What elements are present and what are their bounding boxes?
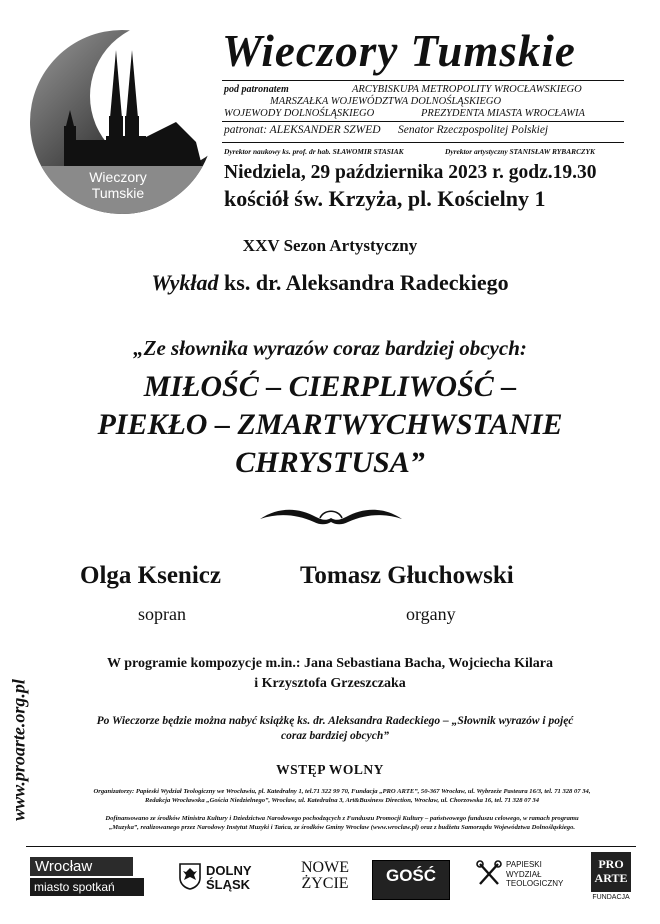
divider	[222, 80, 624, 81]
programme-info	[0, 654, 660, 694]
book-line: Po Wieczorze będzie można nabyć książkę ks. dr. Aleksandra Radeckiego – „Słownik wyrazów i pojęć	[96, 715, 574, 727]
artistic-director: Dyrektor artystyczny STANISŁAW RYBARCZYK	[445, 147, 595, 156]
lecture-lecturer: ks. dr. Aleksandra Radeckiego	[218, 270, 509, 295]
patron-marshal: MARSZAŁKA WOJEWÓDZTWA DOLNOŚLĄSKIEGO	[270, 96, 502, 107]
nz-line: ŻYCIE	[301, 875, 349, 892]
programme-line: W programie kompozycje m.in.: Jana Sebastiana Bacha, Wojciecha Kilara	[106, 656, 554, 671]
flourish-divider-icon	[258, 505, 404, 531]
quote-line: PIEKŁO – ZMARTWYCHWSTANIE	[97, 408, 563, 441]
book-line: coraz bardziej obcych”	[281, 730, 389, 742]
performer-role: sopran	[138, 604, 186, 624]
nz-line: NOWE	[301, 859, 349, 876]
lecture-quote-topics	[0, 368, 660, 482]
ds-line: ŚLĄSK	[206, 877, 251, 892]
patronage-label: pod patronatem	[224, 84, 289, 95]
crossed-keys-icon	[476, 858, 502, 888]
pro-line: PRO	[598, 857, 624, 871]
programme-line: i Krzysztofa Grzeszczaka	[254, 676, 406, 691]
wroclaw-logo	[30, 857, 144, 897]
organizers-info	[42, 787, 642, 805]
quote-line: CHRYSTUSA”	[235, 446, 425, 479]
event-place: kościół św. Krzyża, pl. Kościelny 1	[224, 186, 546, 211]
website-vertical[interactable]	[2, 660, 36, 840]
funding-line: „Muzyka”, realizowanego przez Narodowy Instytut Muzyki i Tańca, ze środków Gminy Wrocław (www.wroclaw.pl) oraz z budżetu Samorządu Województwa Dolnośląskiego.	[108, 824, 576, 831]
patron-mayor: PREZYDENTA MIASTA WROCŁAWIA	[421, 108, 585, 119]
book-info	[40, 714, 630, 744]
patron-voivode: WOJEWODY DOLNOŚLĄSKIEGO	[224, 108, 375, 119]
ds-line: DOLNY	[206, 863, 252, 878]
poster-title: Wieczory Tumskie	[222, 26, 576, 76]
website-link[interactable]: www.proarte.org.pl	[8, 679, 29, 821]
senator-title: Senator Rzeczpospolitej Polskiej	[398, 124, 549, 136]
performer-name: Olga Ksenicz	[80, 562, 221, 589]
organizers-line: Organizatorzy: Papieski Wydział Teologiczny we Wrocławiu, pl. Katedralny 1, tel.71 322 99 70, Fundacja „PRO ARTE”, 50-367 Wrocław, ul. Wybrzeże Pasteura 16/3, tel. 71 328 07 34,	[93, 788, 591, 795]
wieczory-tumskie-logo	[26, 26, 218, 218]
pwt-line: TEOLOGICZNY	[506, 879, 564, 888]
event-date: Niedziela, 29 października 2023 r. godz.19.30	[224, 162, 597, 183]
divider	[222, 121, 624, 122]
funding-info	[42, 814, 642, 832]
wroclaw-logo-top: Wrocław	[30, 857, 133, 876]
pwt-line: PAPIESKI	[506, 860, 542, 869]
season-label: XXV Sezon Artystyczny	[242, 236, 418, 255]
svg-text:Wieczory: Wieczory	[89, 169, 147, 185]
cathedral-crescent-icon	[26, 26, 218, 218]
pro-fund: FUNDACJA	[592, 894, 630, 901]
pwt-line: WYDZIAŁ	[506, 869, 542, 879]
eagle-crest-icon	[178, 862, 202, 890]
patronat-person: patronat: ALEKSANDER SZWED	[224, 124, 381, 136]
divider	[26, 846, 636, 847]
dolny-slask-logo	[178, 862, 278, 894]
patron-archbishop: ARCYBISKUPA METROPOLITY WROCŁAWSKIEGO	[352, 84, 582, 95]
performer-role: organy	[406, 604, 456, 624]
pwt-logo	[476, 858, 580, 898]
gosc-text: GOŚĆ	[385, 866, 437, 885]
pro-arte-logo	[591, 852, 633, 908]
wroclaw-logo-bottom: miasto spotkań	[30, 878, 144, 896]
entry-free: WSTĘP WOLNY	[276, 762, 384, 777]
quote-line: MIŁOŚĆ – CIERPLIWOŚĆ –	[143, 370, 517, 403]
lecture-quote-intro: „Ze słownika wyrazów coraz bardziej obcych:	[133, 336, 527, 360]
gosc-niedzielny-logo	[372, 860, 450, 900]
performer-name: Tomasz Głuchowski	[300, 562, 514, 589]
nowe-zycie-logo	[298, 852, 352, 902]
pro-line: ARTE	[594, 871, 628, 885]
lecture-title	[0, 270, 660, 296]
funding-line: Dofinansowano ze środków Ministra Kultury i Dziedzictwa Narodowego pochodzących z Funduszu Promocji Kultury – państwowego funduszu celowego, w ramach programu	[105, 815, 579, 822]
divider	[222, 142, 624, 143]
organizers-line: Redakcja Wrocławska „Gościa Niedzielnego”, Wrocław, ul. Katedralna 3, Art&Business Direction, Wrocław, ul. Chorzowska 16, tel. 71 328 07 34	[144, 797, 539, 804]
lecture-word: Wykład	[151, 270, 219, 295]
svg-text:Tumskie: Tumskie	[91, 185, 145, 201]
scientific-director: Dyrektor naukowy ks. prof. dr hab. SŁAWOMIR STASIAK	[224, 147, 404, 156]
